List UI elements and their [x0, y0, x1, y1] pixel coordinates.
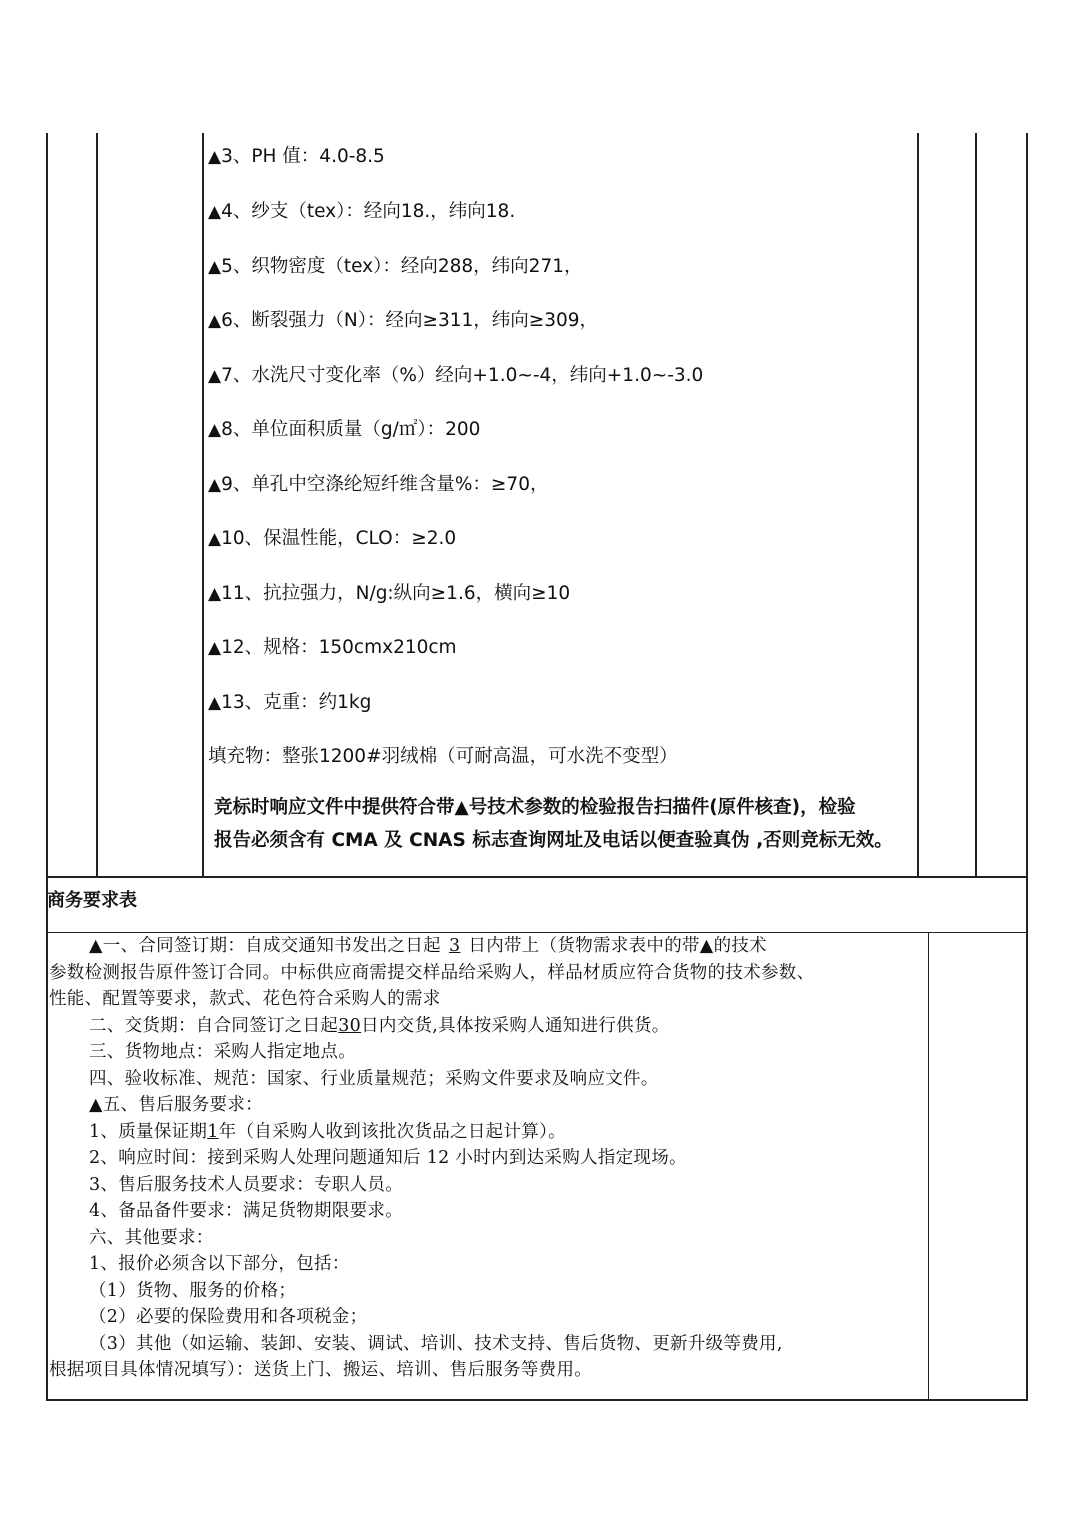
- column-divider-4: [975, 133, 977, 877]
- business-item-delivery: 二、交货期：自合同签订之日起30日内交货,具体按采购人通知进行供货。: [89, 1015, 670, 1036]
- business-item-quote-3: （3）其他（如运输、装卸、安装、调试、培训、技术支持、售后货物、更新升级等费用,: [89, 1333, 783, 1354]
- triangle-mark-icon: ▲: [208, 638, 222, 658]
- column-divider-2: [202, 133, 204, 877]
- business-item-contract-line2: 参数检测报告原件签订合同。中标供应商需提交样品给采购人，样品材质应符合货物的技术参数、: [49, 962, 815, 983]
- filling-description: 填充物：整张1200#羽绒棉（可耐高温，可水洗不变型）: [208, 746, 678, 767]
- spec-item: ▲13、克重：约1kg: [208, 692, 372, 713]
- table-border-right: [1026, 133, 1028, 1401]
- business-requirements: [49, 933, 929, 1384]
- business-item-quote: 1、报价必须含以下部分，包括：: [89, 1254, 350, 1274]
- table-border-left: [46, 133, 48, 1401]
- spec-item: ▲6、断裂强力（N）：经向≥311，纬向≥309，: [208, 310, 599, 331]
- business-item-response-time: 2、响应时间：接到采购人处理问题通知后 12 小时内到达采购人指定现场。: [89, 1148, 687, 1168]
- business-item-quote-2: （2）必要的保险费用和各项税金；: [89, 1307, 368, 1327]
- spec-item: ▲12、规格：150cmx210cm: [208, 637, 457, 658]
- triangle-mark-icon: ▲: [208, 311, 222, 331]
- triangle-mark-icon: ▲: [208, 257, 222, 277]
- business-item-acceptance: 四、验收标准、规范：国家、行业质量规范；采购文件要求及响应文件。: [89, 1068, 659, 1089]
- triangle-mark-icon: ▲: [208, 693, 222, 713]
- column-divider-1: [96, 133, 98, 877]
- business-item-after-sales: ▲五、售后服务要求：: [89, 1095, 263, 1115]
- row-divider-1: [46, 876, 1028, 878]
- spec-item: ▲7、水洗尺寸变化率（%）经向+1.0~-4，纬向+1.0~-3.0: [208, 365, 704, 386]
- spec-item: ▲3、PH 值：4.0-8.5: [208, 146, 385, 167]
- triangle-mark-icon: ▲: [208, 420, 222, 440]
- spec-item: ▲5、织物密度（tex）：经向288，纬向271，: [208, 256, 583, 277]
- notice-line-1: 竞标时响应文件中提供符合带▲号技术参数的检验报告扫描件(原件核查)，检验: [214, 797, 856, 818]
- triangle-mark-icon: ▲: [208, 366, 222, 386]
- table-border-bottom: [46, 1399, 1028, 1401]
- spec-item: ▲10、保温性能，CLO：≥2.0: [208, 528, 457, 549]
- business-item-quote-3-line2: 根据项目具体情况填写）：送货上门、搬运、培训、售后服务等费用。: [49, 1360, 593, 1380]
- notice-line-2: 报告必须含有 CMA 及 CNAS 标志查询网址及电话以便查验真伪 ,否则竞标无效。: [214, 830, 893, 851]
- triangle-mark-icon: ▲: [208, 529, 222, 549]
- section-title: 商务要求表: [47, 890, 137, 911]
- business-item-other: 六、其他要求：: [89, 1227, 214, 1248]
- business-item-location: 三、货物地点：采购人指定地点。: [89, 1042, 356, 1062]
- spec-item: ▲8、单位面积质量（g/㎡）：200: [208, 419, 481, 440]
- triangle-mark-icon: ▲: [208, 202, 222, 222]
- business-item-spare-parts: 4、备品备件要求：满足货物期限要求。: [89, 1201, 404, 1221]
- business-item-contract-line3: 性能、配置等要求，款式、花色符合采购人的需求: [49, 989, 441, 1009]
- business-item-warranty: 1、质量保证期1年（自采购人收到该批次货品之日起计算）。: [89, 1121, 566, 1142]
- triangle-mark-icon: ▲: [208, 584, 222, 604]
- column-divider-3: [917, 133, 919, 877]
- business-item-quote-1: （1）货物、服务的价格；: [89, 1280, 297, 1301]
- triangle-mark-icon: ▲: [208, 475, 222, 495]
- spec-item: ▲11、抗拉强力，N/g:纵向≥1.6，横向≥10: [208, 583, 571, 604]
- spec-item: ▲9、单孔中空涤纶短纤维含量%：≥70，: [208, 474, 549, 495]
- spec-item: ▲4、纱支（tex）：经向18.，纬向18.: [208, 201, 516, 222]
- business-item-staff: 3、售后服务技术人员要求：专职人员。: [89, 1174, 404, 1195]
- business-item-contract: ▲一、合同签订期：自成交通知书发出之日起 3 日内带上（货物需求表中的带▲的技术: [89, 936, 767, 956]
- triangle-mark-icon: ▲: [208, 147, 222, 167]
